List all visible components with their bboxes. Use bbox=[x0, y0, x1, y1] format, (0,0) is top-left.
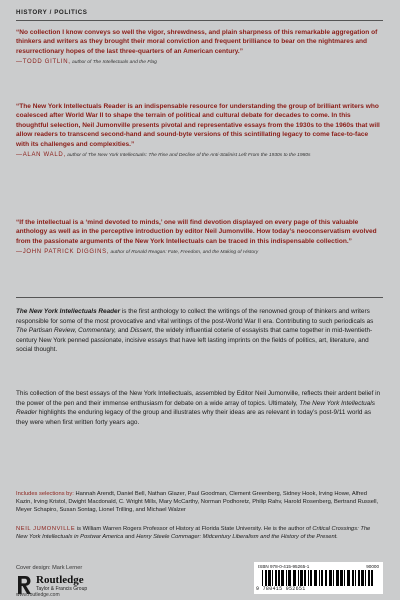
quote-text: “The New York Intellectuals Reader is an indispensable resource for understanding the group of brilliant writers who coalesced after World War II to shape the terrain of political and cultural debate for decades to come. In this thoughtful selection, Neil Jumonville presents pivotal and representative essays from the 1930s to the 1960s that will allow readers to transcend second-hand and sound-byte versions of this scintillating legacy to come face-to-face with its challenges and complexities.” bbox=[16, 103, 380, 148]
description-paragraph-1 bbox=[16, 307, 381, 355]
isbn-label: ISBN 978-0-415-95265-1 bbox=[258, 564, 310, 569]
desc-text: the widely influential coterie of essayists that came together in mid-twentieth-century New York penned passionate, incisive essays that have left lasting imprints on the fields of politics, art, literature, and social thought. bbox=[16, 327, 373, 354]
barcode-bar bbox=[293, 570, 296, 586]
quote-attribution bbox=[16, 152, 381, 159]
barcode-bar bbox=[344, 570, 345, 586]
book-title: The New York Intellectuals Reader bbox=[16, 399, 375, 417]
barcode-bar bbox=[371, 570, 373, 586]
barcode-bar bbox=[300, 570, 303, 586]
barcode-bar bbox=[319, 570, 320, 586]
bio-text: is William Warren Rogers Professor of History at Florida State University. He is the author of bbox=[75, 526, 313, 532]
quote-attribution bbox=[16, 59, 381, 66]
contributors-list bbox=[16, 490, 381, 514]
barcode-bar bbox=[358, 570, 360, 586]
bio-text: and bbox=[123, 534, 137, 540]
attribution-credit: author of The Intellectuals and the Flag bbox=[70, 60, 157, 66]
barcode-bar bbox=[268, 570, 271, 586]
barcode-bar bbox=[365, 570, 366, 586]
attribution-name: —TODD GITLIN, bbox=[16, 59, 71, 66]
attribution-name: —ALAN WALD, bbox=[16, 152, 66, 159]
bio-book-2: Henry Steele Commager: Midcentury Liberalism and the History of the Present. bbox=[136, 534, 338, 540]
contributors-label: Includes selections by: bbox=[16, 491, 74, 497]
barcode-bar bbox=[368, 570, 370, 586]
barcode-bars bbox=[262, 570, 375, 586]
publisher-name: Routledge bbox=[36, 574, 84, 586]
desc-text: This collection of the best essays of the New York Intellectuals, assembled by Editor Neil Jumonville, reflects their ardent belief in the power of the pen and their immense enthusiasm for debate on a wide array of topics. Ultimately, bbox=[16, 390, 381, 407]
barcode-bar bbox=[333, 570, 334, 586]
price-code: 90000 bbox=[366, 564, 379, 569]
barcode-bar bbox=[310, 570, 312, 586]
top-rule bbox=[16, 20, 383, 21]
publisher-group: Taylor & Francis Group bbox=[36, 586, 88, 592]
praise-quote-2 bbox=[16, 102, 381, 159]
attribution-credit: author of Ronald Reagan: Fate, Freedom, and the Making of History bbox=[109, 250, 259, 256]
periodical-titles: The Partisan Review, Commentary, bbox=[16, 327, 117, 335]
barcode-bar bbox=[272, 570, 273, 586]
quote-attribution bbox=[16, 249, 381, 256]
barcode-bar bbox=[361, 570, 364, 586]
barcode-bar bbox=[308, 570, 309, 586]
barcode-bar bbox=[262, 570, 263, 586]
contributors-names: Hannah Arendt, Daniel Bell, Nathan Glazer, Paul Goodman, Clement Greenberg, Sidney Hook, Irving Howe, Alfred Kazin, Irving Kristol, Dwight Macdonald, C. Wright Mills, Mary McCarthy, Norman Podhoretz, Philip Rahv, Harold Rosenberg, Bertrand Russell, Meyer Schapiro, Susan Sontag, Lionel Trilling, and Michael Walzer bbox=[16, 491, 379, 513]
desc-text: highlights the enduring legacy of the group and illustrates why their ideas are as relevant in today’s post-9/11 world as they were when first written forty years ago. bbox=[16, 409, 372, 426]
cover-design-credit: Cover design: Mark Lerner bbox=[16, 565, 83, 571]
barcode-bar bbox=[314, 570, 317, 586]
barcode-bar bbox=[325, 570, 327, 586]
praise-quote-1 bbox=[16, 28, 381, 66]
book-title: The New York Intellectuals Reader bbox=[16, 308, 121, 315]
barcode-bar bbox=[275, 570, 277, 586]
barcode-bar bbox=[340, 570, 343, 586]
barcode-bar bbox=[336, 570, 339, 586]
periodical-dissent: Dissent, bbox=[130, 327, 154, 335]
barcode-bar bbox=[329, 570, 332, 586]
barcode-bar bbox=[281, 570, 284, 586]
quote-text: “No collection I know conveys so well the vigor, shrewdness, and plain sharpness of this remarkable aggregation of thinkers and writers as they brought their moral conviction and frequent brilliance to bear on the nightmares and resurrectionary hopes of the last three-quarters of an American century.” bbox=[16, 29, 378, 55]
divider-rule bbox=[16, 297, 383, 298]
editor-bio bbox=[16, 525, 381, 541]
bio-book-1: Critical Crossings: The New York Intellectuals in Postwar America bbox=[16, 526, 371, 540]
attribution-credit: author of The New York Intellectuals: The Rise and Decline of the Anti-Stalinist Left From the 1930s to the 1980s bbox=[65, 153, 311, 159]
praise-quote-3 bbox=[16, 218, 381, 256]
barcode-bar bbox=[286, 570, 287, 586]
barcode-bar bbox=[347, 570, 350, 586]
barcode-bar bbox=[352, 570, 354, 586]
desc-text: and bbox=[116, 327, 131, 335]
publisher-url[interactable]: www.routledge.com bbox=[16, 592, 60, 598]
desc-text: is the first anthology to collect the writings of the renowned group of thinkers and writers responsible for some of the most provocative and vital writings of the post-World War II era. Contributing to such periodicals as bbox=[16, 308, 374, 325]
barcode-bar bbox=[298, 570, 299, 586]
attribution-name: —JOHN PATRICK DIGGINS, bbox=[16, 249, 110, 256]
barcode-bar bbox=[304, 570, 306, 586]
barcode-bar bbox=[265, 570, 267, 586]
barcode-bar bbox=[288, 570, 291, 586]
category-label: HISTORY / POLITICS bbox=[16, 9, 88, 16]
editor-name: NEIL JUMONVILLE bbox=[16, 526, 76, 532]
barcode-bar bbox=[355, 570, 356, 586]
description-paragraph-2 bbox=[16, 389, 381, 427]
barcode-bar bbox=[321, 570, 323, 586]
isbn-barcode bbox=[254, 562, 383, 594]
quote-text: “If the intellectual is a ‘mind devoted to minds,’ one will find devotion displayed on every page of this valuable anthology as well as in the perceptive introduction by editor Neil Jumonville. How today’s neoconservatism evolved from the passionate arguments of the New York Intellectuals can be traced in this indispensable collection.” bbox=[16, 219, 377, 245]
barcode-digits: 9 780415 952651 bbox=[256, 586, 306, 592]
barcode-bar bbox=[278, 570, 280, 586]
